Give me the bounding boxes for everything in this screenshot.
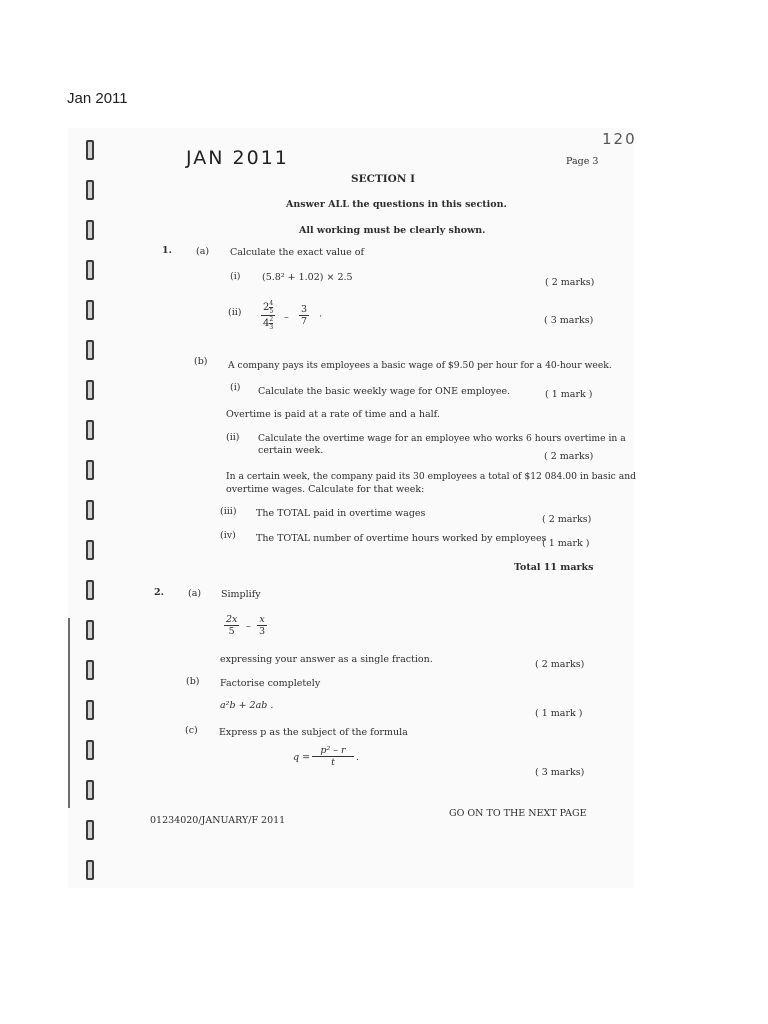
binding-edge xyxy=(68,618,70,808)
punch-hole xyxy=(86,820,94,840)
q2c-formula-fraction: $\frac{\text{p² – r}}{t}$ xyxy=(312,745,354,768)
handwritten-title: JAN 2011 xyxy=(186,147,289,169)
page-label: Page 3 xyxy=(566,156,599,167)
q1-total-marks: Total 11 marks xyxy=(514,562,594,573)
q1bi-label: (i) xyxy=(230,382,241,393)
instruction-working: All working must be clearly shown. xyxy=(299,225,486,236)
q2a-marks: ( 2 marks) xyxy=(535,659,585,670)
q1aii-marks: ( 3 marks) xyxy=(544,315,594,326)
q1biii-text: The TOTAL paid in overtime wages xyxy=(256,508,426,519)
punch-hole xyxy=(86,700,94,720)
q2b-text: Factorise completely xyxy=(220,678,321,689)
scanned-page xyxy=(68,128,637,888)
q1b-label: (b) xyxy=(194,356,208,367)
punch-hole xyxy=(86,540,94,560)
q1biii-label: (iii) xyxy=(220,506,237,517)
q2a-fraction-2: $\frac{x}{3}$ xyxy=(259,614,266,637)
q2b-label: (b) xyxy=(186,676,200,687)
instruction-all-questions: Answer ALL the questions in this section. xyxy=(286,199,507,210)
punch-hole xyxy=(86,580,94,600)
q2c-marks: ( 3 marks) xyxy=(535,767,585,778)
overtime-rate-text: Overtime is paid at a rate of time and a half. xyxy=(226,409,440,420)
punch-hole xyxy=(86,340,94,360)
q2b-expression: a²b + 2ab . xyxy=(220,700,274,711)
q1a-text: Calculate the exact value of xyxy=(230,247,365,258)
q2c-text: Express p as the subject of the formula xyxy=(219,727,408,738)
punch-hole xyxy=(86,220,94,240)
mixed-number: 4 $\frac{2}{3}$ xyxy=(263,316,274,331)
q2a-text-2: expressing your answer as a single fraction. xyxy=(220,654,433,665)
week-text-line2: overtime wages. Calculate for that week: xyxy=(226,484,425,495)
q1ai-label: (i) xyxy=(230,271,241,282)
q1-number: 1. xyxy=(162,245,172,256)
q1ai-marks: ( 2 marks) xyxy=(545,277,595,288)
section-title: SECTION I xyxy=(351,173,415,185)
punch-hole xyxy=(86,500,94,520)
mixed-number: 2 $\frac{4}{5}$ xyxy=(263,300,274,315)
q1bii-marks: ( 2 marks) xyxy=(544,451,594,462)
next-page-note: GO ON TO THE NEXT PAGE xyxy=(449,808,587,819)
q2c-lhs: q = xyxy=(293,752,311,763)
q2-number: 2. xyxy=(154,587,164,598)
q1bii-label: (ii) xyxy=(226,432,240,443)
q1aii-complex-fraction xyxy=(261,300,275,331)
q1bii-text-line1: Calculate the overtime wage for an employee who works 6 hours overtime in a xyxy=(258,433,626,444)
q1aii-label: (ii) xyxy=(228,307,242,318)
q1b-text: A company pays its employees a basic wage of $9.50 per hour for a 40-hour week. xyxy=(228,360,612,371)
document-header: Jan 2011 xyxy=(67,90,128,107)
q1biii-marks: ( 2 marks) xyxy=(542,514,592,525)
punch-hole xyxy=(86,300,94,320)
q1aii-fraction: $\frac{3}{7}$ xyxy=(301,304,308,327)
q2a-label: (a) xyxy=(188,588,202,599)
q2c-end: . xyxy=(356,752,360,763)
punch-hole xyxy=(86,740,94,760)
punch-hole xyxy=(86,260,94,280)
q1aii-minus: – xyxy=(284,312,289,323)
punch-hole xyxy=(86,460,94,480)
q2b-marks: ( 1 mark ) xyxy=(535,708,583,719)
paper-code: 01234020/JANUARY/F 2011 xyxy=(150,815,286,826)
punch-hole xyxy=(86,620,94,640)
punch-hole xyxy=(86,140,94,160)
q1aii-end: · xyxy=(319,311,323,322)
punch-hole xyxy=(86,860,94,880)
week-text-line1: In a certain week, the company paid its 30 employees a total of $12 084.00 in basic and xyxy=(226,471,637,482)
handwritten-score: 120 xyxy=(602,130,637,148)
punch-hole xyxy=(86,780,94,800)
q1biv-text: The TOTAL number of overtime hours worked by employees xyxy=(256,533,547,544)
q2c-label: (c) xyxy=(185,725,198,736)
q2a-minus: – xyxy=(246,621,251,632)
q1biv-label: (iv) xyxy=(220,530,236,541)
q1bii-text-line2: certain week. xyxy=(258,445,324,456)
q2a-text: Simplify xyxy=(221,589,261,600)
punch-hole xyxy=(86,180,94,200)
q1bi-text: Calculate the basic weekly wage for ONE employee. xyxy=(258,386,511,397)
q1biv-marks: ( 1 mark ) xyxy=(542,538,590,549)
punch-hole xyxy=(86,380,94,400)
punch-hole xyxy=(86,420,94,440)
q2a-fraction-1: $\frac{2x}{5}$ xyxy=(226,614,238,637)
q1bi-marks: ( 1 mark ) xyxy=(545,389,593,400)
punch-hole xyxy=(86,660,94,680)
q1ai-expression: (5.8² + 1.02) × 2.5 xyxy=(262,272,353,283)
q1a-label: (a) xyxy=(196,246,210,257)
